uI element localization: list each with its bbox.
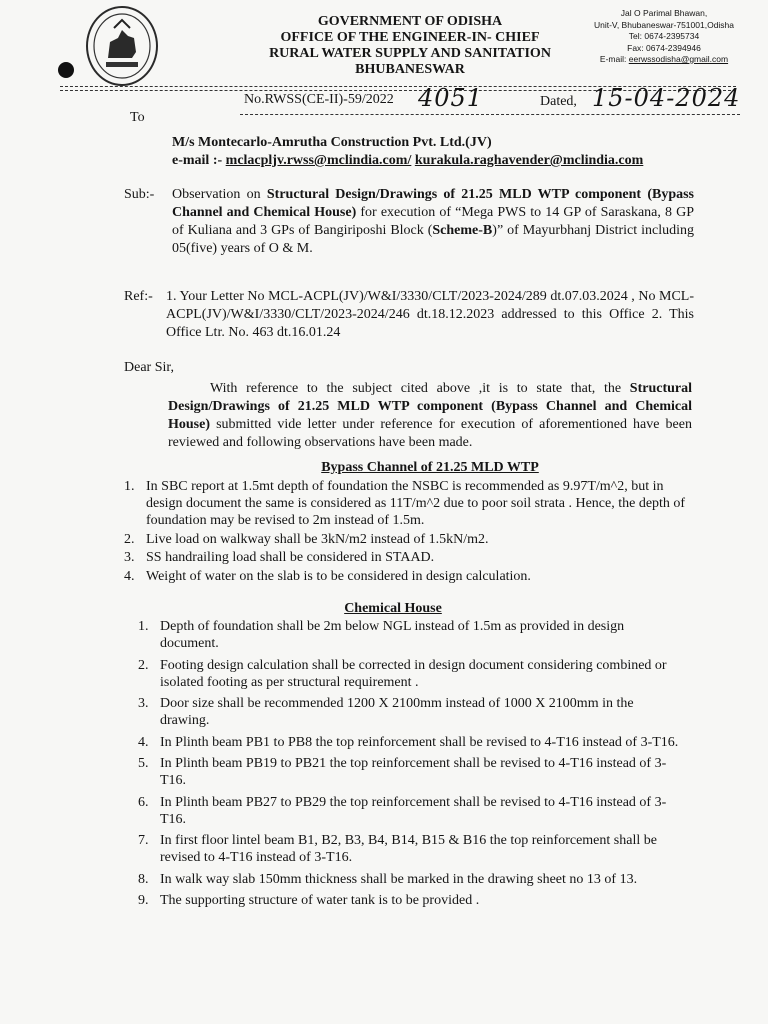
list-item: 8. In walk way slab 150mm thickness shall be marked in the drawing sheet no 13 of 13. bbox=[138, 871, 638, 887]
to-label: To bbox=[130, 110, 145, 125]
list-item: 7. In first floor lintel beam B1, B2, B3, B4, B14, B15 & B16 the top reinforcement shall be revised to 4-T16 instead of 3-T16. bbox=[138, 833, 657, 865]
office-address bbox=[574, 8, 754, 66]
ref-text: 1. Your Letter No MCL-ACPL(JV)/W&I/3330/CLT/2023-2024/289 dt.07.03.2024 , No MCL-ACPL(JV)/W&I/3330/CLT/2023-2024/246 dt.18.12.2023 addressed to this Office 2. This Office Ltr. No. 463 dt.16.01.24 bbox=[166, 289, 694, 340]
addressee-email bbox=[172, 152, 643, 170]
address-line: Jal O Parimal Bhawan, bbox=[620, 8, 708, 18]
handwritten-letter-number: 4051 bbox=[418, 84, 484, 112]
list-item: 1. Depth of foundation shall be 2m below NGL instead of 1.5m as provided in design document. bbox=[138, 619, 625, 651]
list-item: 3. Door size shall be recommended 1200 X 2100mm instead of 1000 X 2100mm in the drawing. bbox=[138, 696, 634, 728]
bypass-observations-list bbox=[124, 478, 698, 586]
list-item: 9. The supporting structure of water tank is to be provided . bbox=[138, 893, 480, 908]
office-email: eerwssodisha@gmail.com bbox=[628, 54, 729, 64]
list-item: 3. SS handrailing load shall be considered in STAAD. bbox=[124, 550, 435, 565]
list-item: 1. In SBC report at 1.5mt depth of foundation the NSBC is recommended as 9.97T/m^2, but in design document the same is considered as 11T/m^2 due to poor soil strata . Hence, the depth of foundation may be revised to 2m instead of 1.5m. bbox=[124, 479, 686, 528]
letterhead-line: BHUBANESWAR bbox=[355, 62, 465, 77]
addressee-name: M/s Montecarlo-Amrutha Construction Pvt. Ltd.(JV) bbox=[172, 135, 492, 150]
letterhead-line: GOVERNMENT OF ODISHA bbox=[317, 14, 503, 29]
list-item: 5. In Plinth beam PB19 to PB21 the top reinforcement shall be revised to 4-T16 instead of 3-T16. bbox=[138, 756, 667, 788]
list-item: 2. Footing design calculation shall be corrected in design document considering combined or isolated footing as per structural requirement . bbox=[138, 657, 667, 690]
punch-hole-mark bbox=[58, 62, 74, 78]
subject bbox=[124, 186, 694, 258]
addressee-block bbox=[172, 134, 643, 170]
chemical-observations-list bbox=[138, 618, 686, 914]
letterhead-line: RURAL WATER SUPPLY AND SANITATION bbox=[269, 46, 551, 61]
email-link[interactable]: kurakula.raghavender@mclindia.com bbox=[414, 153, 644, 168]
address-line: Fax: 0674-2394946 bbox=[627, 42, 701, 53]
list-item: 4. In Plinth beam PB1 to PB8 the top reinforcement shall be revised to 4-T16 instead of 3-T16. bbox=[138, 734, 679, 750]
email-link[interactable]: mclacpljv.rwss@mclindia.com/ bbox=[225, 153, 412, 168]
handwritten-date: 15-04-2024 bbox=[592, 84, 741, 112]
email-label: E-mail: bbox=[599, 54, 627, 64]
section-title-chemical: Chemical House bbox=[344, 601, 442, 616]
address-line: Tel: 0674-2395734 bbox=[628, 31, 700, 41]
letterhead-line: OFFICE OF THE ENGINEER-IN- CHIEF bbox=[280, 30, 540, 45]
reference-block bbox=[124, 288, 694, 342]
email-label: e-mail :- bbox=[172, 153, 223, 168]
ref-label: Ref:- bbox=[124, 289, 153, 304]
subject-label: Sub:- bbox=[124, 187, 155, 202]
address-line: Unit-V, Bhubaneswar-751001,Odisha bbox=[593, 19, 735, 30]
letter-number: No.RWSS(CE-II)-59/2022 bbox=[244, 92, 394, 107]
list-item: 2. Live load on walkway shall be 3kN/m2 instead of 1.5kN/m2. bbox=[124, 531, 489, 547]
letterhead-title bbox=[240, 14, 580, 78]
body-paragraph: With reference to the subject cited above ,it is to state that, the Structural Design/Drawings of 21.25 MLD WTP component (Bypass Channel and Chemical House) submitted vide letter under reference for execution of aforementioned have been reviewed and following observations have been made. bbox=[168, 381, 693, 450]
dated-label: Dated, bbox=[540, 94, 577, 109]
salutation: Dear Sir, bbox=[124, 360, 174, 375]
section-title-bypass: Bypass Channel of 21.25 MLD WTP bbox=[321, 460, 539, 475]
odisha-emblem-icon bbox=[86, 6, 158, 86]
subject-text: Observation on Structural Design/Drawings of 21.25 MLD WTP component (Bypass Channel and Chemical House) for execution of “Mega PWS to 14 GP of Saraskana, 8 GP of Kuliana and 3 GPs of Bangiriposhi Block (Scheme-B)” of Mayurbhanj District including 05(five) years of O & M. bbox=[172, 187, 694, 256]
list-item: 4. Weight of water on the slab is to be considered in design calculation. bbox=[124, 568, 531, 584]
list-item: 6. In Plinth beam PB27 to PB29 the top reinforcement shall be revised to 4-T16 instead of 3-T16. bbox=[138, 794, 667, 827]
divider bbox=[240, 114, 740, 115]
